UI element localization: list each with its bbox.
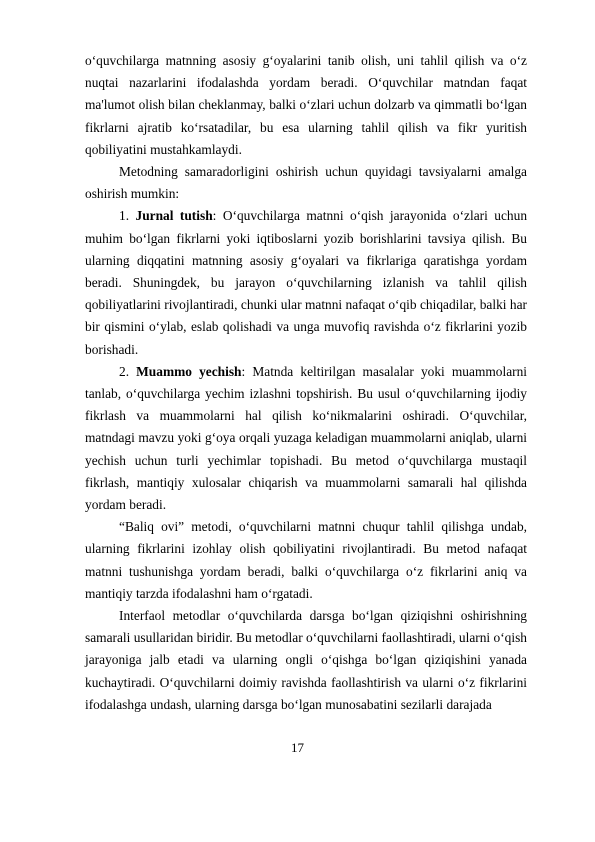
- paragraph-recommendations-intro: Metodning samaradorligini oshirish uchun quyidagi tavsiyalarni amalga oshirish mumkin:: [85, 164, 527, 202]
- page-number: 17: [291, 740, 304, 755]
- list-number: 1.: [119, 208, 136, 224]
- document-page: [85, 50, 527, 716]
- list-term: Muammo yechish: [136, 363, 242, 379]
- list-text: : O‘quvchilarga matnni o‘qish jarayonida o‘zlari uchun muhim bo‘lgan fikrlarni yoki iqtiboslarni yozib borishlarini tavsiya qilish. Bu ularning diqqatini matnning asosiy g‘oyalari va fikrlariga qaratishga yordam beradi. Shuningdek, bu jarayon o‘quvchilarning izlanish va tahlil qilish qobiliyatlarini rivojlantiradi, chunki ular matnni nafaqat o‘qib chiqadilar, balki har bir qismini o‘ylab, eslab qolishadi va unga muvofiq ravishda o‘z fikrlarini yozib borishadi.: [85, 208, 528, 357]
- paragraph-continuation: o‘quvchilarga matnning asosiy g‘oyalarini tanib olish, uni tahlil qilish va o‘z nuqtai nazarlarini ifodalashda yordam beradi. O‘quvchilar matndan faqat ma'lumot olish bilan cheklanmay, balki o‘zlari uchun dolzarb va qimmatli bo‘lgan fikrlarni ajratib ko‘rsatadilar, bu esa ularning tahlil qilish va fikr yuritish qobiliyatini mustahkamlaydi.: [85, 53, 527, 157]
- list-item-journal: [85, 205, 527, 360]
- list-item-problem-solving: [85, 361, 527, 516]
- paragraph-fishing-method: “Baliq ovi” metodi, o‘quvchilarni matnni chuqur tahlil qilishga undab, ularning fikrlarini izohlay olish qobiliyatini rivojlantiradi. Bu metod nafaqat matnni tushunishga yordam beradi, balki o‘quvchilarga o‘z fikrlarini aniq va mantiqiy tarzda ifodalashni ham o‘rgatadi.: [85, 519, 527, 601]
- list-text: : Matnda keltirilgan masalalar yoki muammolarni tanlab, o‘quvchilarga yechim izlashni topshirish. Bu usul o‘quvchilarning ijodiy fikrlash va muammolarni hal qilish ko‘nikmalarini oshiradi. O‘quvchilar, matndagi mavzu yoki g‘oya orqali yuzaga keladigan muammolarni aniqlab, ularni yechish uchun turli yechimlar topishadi. Bu metod o‘quvchilarga mustaqil fikrlash, mantiqiy xulosalar chiqarish va muammolarni samarali hal qilishda yordam beradi.: [85, 363, 528, 513]
- paragraph-interactive-methods: Interfaol metodlar o‘quvchilarda darsga bo‘lgan qiziqishni oshirishning samarali usullaridan biridir. Bu metodlar o‘quvchilarni faollashtiradi, ularni o‘qish jarayoniga jalb etadi va ularning ongli o‘qishga bo‘lgan qiziqishini yanada kuchaytiradi. O‘quvchilarni doimiy ravishda faollashtirish va ularni o‘z fikrlarini ifodalashga undash, ularning darsga bo‘lgan munosabatini sezilarli darajada: [85, 608, 527, 712]
- list-number: 2.: [119, 363, 137, 379]
- list-term: Jurnal tutish: [135, 208, 213, 224]
